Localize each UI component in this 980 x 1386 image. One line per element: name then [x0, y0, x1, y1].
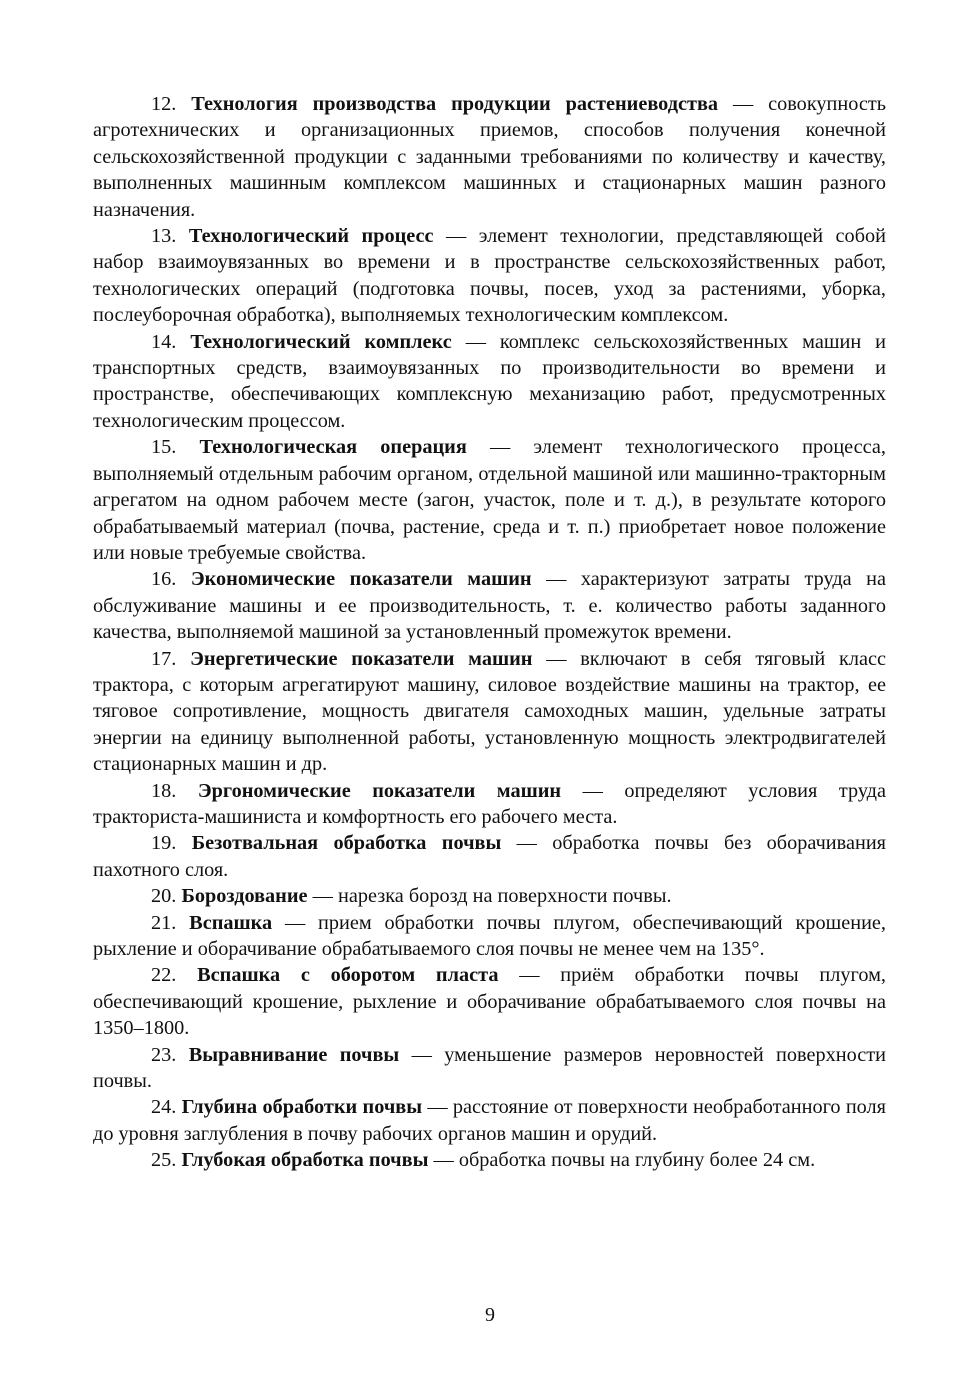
entry-number: 15. [151, 436, 177, 459]
entry-number: 12. [151, 93, 177, 115]
definition-entry [93, 1094, 886, 1147]
definition-entry [93, 646, 886, 778]
entry-term: Технологический комплекс [190, 330, 452, 353]
entry-number: 16. [151, 568, 177, 591]
definition-entry [93, 1042, 886, 1095]
entry-definition: — обработка почвы на глубину более 24 см. [428, 1149, 816, 1172]
entry-definition: — приём обработки почвы плугом, обеспечивающий крошение, рыхление и оборачивание обрабатываемого слоя почвы на 1350–1800. [93, 964, 887, 1040]
page-number: 9 [485, 1304, 495, 1326]
entry-term: Вспашка [189, 911, 273, 934]
definition-entry [93, 778, 886, 831]
entry-definition: — элемент технологии, представляющей собой набор взаимоувязанных во времени и в пространстве сельскохозяйственных работ, технологических операций (подготовка почвы, посев, уход за растениями, уборка, послеуборочная обработка), выполняемых технологическим комплексом. [93, 225, 887, 327]
entry-number: 13. [151, 225, 177, 248]
entry-number: 21. [151, 911, 177, 934]
definition-entry [93, 434, 886, 566]
entry-definition: — комплекс сельскохозяйственных машин и транспортных средств, взаимоувязанных по производительности во времени и пространстве, обеспечивающих комплексную механизацию работ, предусмотренных технологическим процессом. [93, 330, 887, 432]
entry-definition: — обработка почвы без оборачивания пахотного слоя. [93, 832, 886, 881]
entry-term: Вспашка с оборотом пласта [197, 964, 499, 987]
entry-definition: — совокупность агротехнических и организационных приемов, способов получения конечной сельскохозяйственной продукции с заданными требованиями по количеству и качеству, выполненных машинным комплексом машинных и стационарных машин разного назначения. [93, 93, 886, 221]
entry-definition: — нарезка борозд на поверхности почвы. [307, 885, 672, 908]
entry-term: Технология производства продукции растениеводства [191, 93, 719, 115]
entry-term: Выравнивание почвы [188, 1043, 400, 1066]
entry-term: Энергетические показатели машин [190, 647, 533, 670]
entry-number: 25. [151, 1149, 177, 1172]
entry-term: Экономические показатели машин [190, 568, 532, 591]
entry-definition: — определяют условия труда тракториста-машиниста и комфортность его рабочего места. [93, 779, 887, 828]
entry-number: 18. [151, 779, 177, 802]
definition-entry [93, 1147, 886, 1173]
definition-entry [93, 91, 886, 223]
entry-definition: — расстояние от поверхности необработанного поля до уровня заглубления в почву рабочих органов машин и орудий. [93, 1096, 887, 1145]
entry-definition: — характеризуют затраты труда на обслуживание машины и ее производительность, т. е. количество работы заданного качества, выполняемой машиной за установленный промежуток времени. [93, 568, 886, 644]
entry-definition: — прием обработки почвы плугом, обеспечивающий крошение, рыхление и оборачивание обрабатываемого слоя почвы не менее чем на 135°. [93, 911, 886, 960]
entry-term: Технологическая операция [199, 436, 467, 459]
entry-definition: — включают в себя тяговый класс трактора, с которым агрегатируют машину, силовое воздействие машины на трактор, ее тяговое сопротивление, мощность двигателя самоходных машин, удельные затраты энергии на единицу выполненной работы, установленную мощность электродвигателей стационарных машин и др. [93, 647, 887, 776]
entry-definition: — уменьшение размеров неровностей поверхности почвы. [93, 1043, 887, 1093]
entry-number: 22. [151, 964, 177, 987]
entry-term: Технологический процесс [188, 225, 434, 248]
entry-term: Бороздование [181, 885, 308, 908]
definition-entry [93, 329, 886, 435]
entry-number: 20. [151, 885, 177, 908]
entry-term: Безотвальная обработка почвы [191, 832, 502, 855]
entry-number: 24. [151, 1096, 177, 1119]
definition-entry [93, 910, 886, 963]
document-page [93, 91, 886, 1174]
definition-entry [93, 883, 886, 909]
definition-entry [93, 830, 886, 883]
entry-number: 19. [151, 832, 177, 855]
entry-number: 17. [151, 647, 177, 670]
definition-entry [93, 566, 886, 645]
entry-number: 14. [151, 330, 177, 353]
entry-term: Эргономические показатели машин [197, 779, 562, 802]
entry-term: Глубокая обработка почвы [181, 1149, 429, 1172]
entry-term: Глубина обработки почвы [181, 1096, 423, 1119]
definition-entry [93, 223, 886, 329]
definition-entry [93, 962, 886, 1041]
entry-number: 23. [151, 1043, 177, 1066]
entry-definition: — элемент технологического процесса, выполняемый отдельным рабочим органом, отдельной машиной или машинно-тракторным агрегатом на одном рабочем месте (загон, участок, поле и т. д.), в результате которого обрабатываемый материал (почва, растение, среда и т. п.) приобретает новое положение или новые требуемые свойства. [93, 436, 886, 564]
